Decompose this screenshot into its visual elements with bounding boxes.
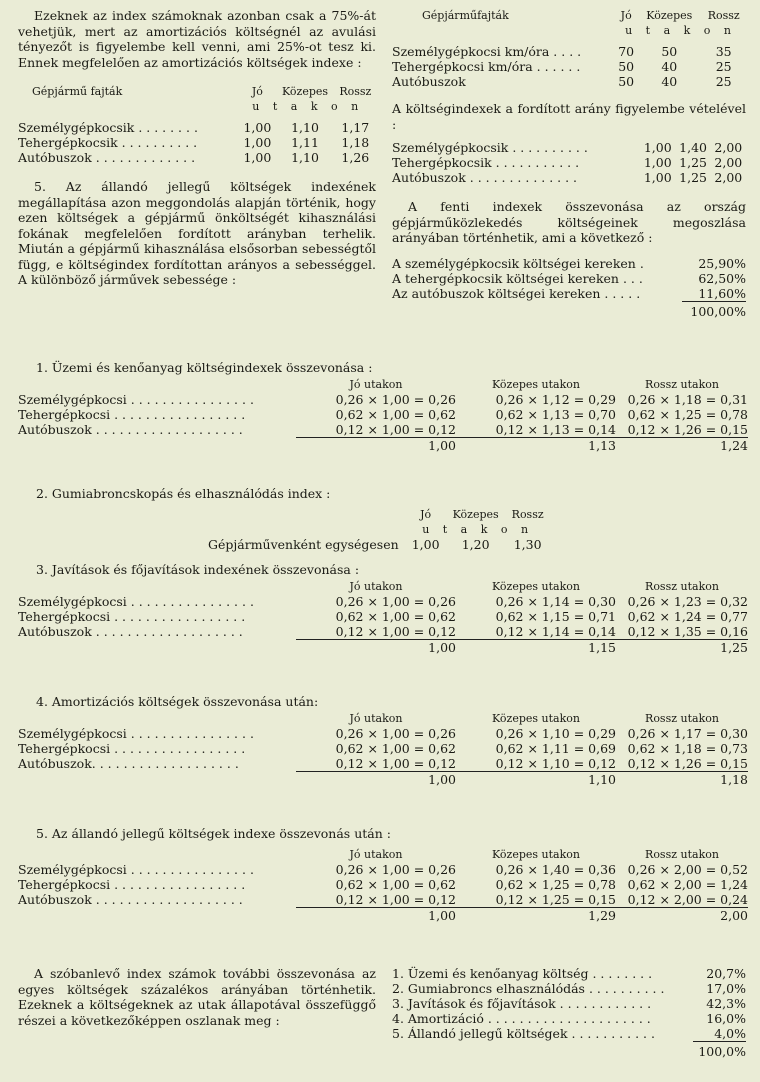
row-label: Autóbuszok. . . . . . . . . . . . . . . . . . .	[18, 756, 239, 772]
section-title: 2. Gumiabroncskopás és elhasználódás index :	[36, 486, 331, 501]
column-header: Közepes utakon	[492, 580, 580, 593]
column-header: Jó utakon	[349, 580, 403, 593]
table-row	[392, 286, 746, 302]
paragraph-fixed-costs: 5. Az állandó jellegű költségek indexének megállapítása azon meggondolás alapján történik, hogy ezen költségek a gépjármű önköltségét kihasználási fokának megfelelően fordított arányban terhelik. Miután a gépjármű kihasználása elsősorban sebességtől függ, e költségindex fordítottan arányos a sebességgel. A különböző járművek sebessége :	[18, 179, 376, 287]
column-header: Jó utakon	[349, 712, 403, 725]
cell: 1,11	[291, 135, 319, 150]
breakdown-total: 100,0%	[698, 1044, 746, 1059]
cost-index-table	[392, 140, 746, 185]
row-label: Személygépkocsi km/óra . . . .	[392, 44, 582, 59]
cell: 0,62 × 1,00 = 0,62	[335, 741, 456, 756]
section-title: 1. Üzemi és kenőanyag költségindexek összevonása :	[36, 360, 373, 375]
row-label: Tehergépkocsi . . . . . . . . . . . . . . . . .	[18, 609, 246, 624]
column-header: Rossz utakon	[645, 712, 719, 725]
table-row	[18, 609, 748, 624]
cell: 50	[618, 74, 635, 89]
section-title: 4. Amortizációs költségek összevonása után:	[36, 694, 319, 709]
cell: 1,00	[643, 155, 672, 170]
row-label: Személygépkocsik . . . . . . . .	[18, 120, 198, 135]
table-header: Közepes	[281, 85, 329, 98]
total-cell: 1,13	[456, 438, 616, 454]
row-label: Személygépkocsi . . . . . . . . . . . . . . . .	[18, 594, 254, 609]
table-subheader: u t a k o n	[625, 24, 737, 37]
row-label: Autóbuszok . . . . . . . . . . . . .	[18, 150, 196, 165]
cell: 1,00	[411, 537, 440, 552]
table-header: Jó	[420, 508, 432, 521]
cell: 1,00	[643, 170, 672, 185]
total-cell: 1,25	[616, 640, 748, 656]
row-label: Személygépkocsi . . . . . . . . . . . . . . . .	[18, 726, 254, 741]
row-label: Tehergépkocsik . . . . . . . . . . .	[392, 155, 580, 170]
cell: 0,62 × 1,18 = 0,73	[627, 741, 748, 756]
cell: 0,12 × 1,00 = 0,12	[335, 756, 456, 771]
row-label: Autóbuszok	[392, 74, 466, 89]
cell: 1,00	[243, 135, 272, 150]
table-row	[392, 44, 746, 59]
cell: 25,90%	[698, 255, 746, 271]
cell: 0,26 × 1,18 = 0,31	[627, 392, 748, 407]
cell: 0,12 × 1,14 = 0,14	[495, 624, 616, 639]
paragraph-inverse: A költségindexek a fordított arány figyelembe vételével :	[392, 101, 746, 132]
cell: 20,7%	[706, 966, 746, 981]
table-row	[18, 120, 376, 135]
column-header: Rossz utakon	[645, 580, 719, 593]
total-cell: 1,18	[616, 772, 748, 788]
cell: 0,12 × 1,26 = 0,15	[627, 756, 748, 771]
cell: 0,26 × 1,40 = 0,36	[495, 862, 616, 877]
row-label: 4. Amortizáció . . . . . . . . . . . . . . . . . . . . .	[392, 1011, 651, 1026]
section-title: 3. Javítások és főjavítások indexének összevonása :	[36, 562, 360, 577]
cell: 0,62 × 1,13 = 0,70	[495, 407, 616, 422]
cell: 0,26 × 1,12 = 0,29	[495, 392, 616, 407]
section-title: 5. Az állandó jellegű költségek indexe összevonás után :	[36, 826, 391, 841]
column-header: Jó utakon	[349, 848, 403, 861]
table-row	[18, 892, 748, 908]
cell: 17,0%	[706, 981, 746, 996]
cell: 1,40	[679, 140, 707, 155]
table-row	[18, 726, 748, 741]
cell: 0,62 × 1,25 = 0,78	[495, 877, 616, 892]
cell: 0,26 × 1,14 = 0,30	[495, 594, 616, 609]
cell: 50	[618, 59, 635, 74]
cell: 1,18	[341, 135, 370, 150]
cell: 1,00	[643, 140, 672, 155]
cell: 0,12 × 1,26 = 0,15	[627, 422, 748, 437]
amortization-index-table	[18, 84, 376, 165]
cell: 0,26 × 1,00 = 0,26	[335, 594, 456, 609]
table-row	[208, 537, 551, 552]
cell: 1,26	[341, 150, 370, 165]
row-label: Személygépkocsik . . . . . . . . . .	[392, 140, 588, 155]
total-cell: 1,00	[296, 772, 456, 788]
share-total: 100,00%	[690, 303, 746, 319]
table-header: Rossz	[707, 9, 740, 22]
cell: 0,12 × 1,00 = 0,12	[335, 892, 456, 907]
cell: 0,26 × 1,23 = 0,32	[627, 594, 748, 609]
table-row	[18, 150, 376, 165]
cell: 0,12 × 1,35 = 0,16	[627, 624, 748, 639]
cell: 0,26 × 1,00 = 0,26	[335, 392, 456, 407]
column-header: Közepes utakon	[492, 378, 580, 391]
tire-table	[208, 507, 551, 552]
table-row	[392, 996, 746, 1011]
row-label: Gépjárművenként egységesen	[208, 537, 399, 552]
cell: 0,12 × 1,25 = 0,15	[495, 892, 616, 907]
cell: 2,00	[714, 170, 743, 185]
total-cell: 1,29	[456, 908, 616, 924]
table-header: Gépjárműfajták	[422, 9, 509, 22]
total-cell: 1,24	[616, 438, 748, 454]
table-header: Közepes	[646, 9, 693, 22]
table-row	[18, 862, 748, 877]
paragraph-summary: A szóbanlevő index számok további összevonása az egyes költségek százalékos arányában történhetik. Ezeknek a költségeknek az utak állapotával összefüggő részei a következőképpen oszlanak meg :	[18, 966, 376, 1028]
row-label: Autóbuszok . . . . . . . . . . . . . . . . . . .	[18, 892, 243, 908]
cell: 1,25	[679, 155, 707, 170]
cell: 25	[715, 59, 732, 74]
cell: 1,20	[461, 537, 490, 552]
row-label: Tehergépkocsi km/óra . . . . . .	[392, 59, 581, 74]
table-row	[18, 594, 748, 609]
table-row	[18, 422, 748, 438]
section-table	[18, 847, 748, 923]
cell: 1,17	[341, 120, 370, 135]
row-label: Személygépkocsi . . . . . . . . . . . . . . . .	[18, 862, 254, 877]
row-label: Az autóbuszok költségei kereken . . . . .	[392, 285, 641, 301]
column-header: Jó utakon	[349, 378, 403, 391]
table-row	[392, 59, 746, 74]
total-cell: 1,15	[456, 640, 616, 656]
cell: 0,12 × 1,00 = 0,12	[335, 422, 456, 437]
cell: 0,62 × 1,00 = 0,62	[335, 877, 456, 892]
cell: 25	[715, 74, 732, 89]
cost-breakdown-table	[392, 966, 746, 1059]
right-column-bottom	[392, 966, 746, 1059]
table-subheader: u t a k o n	[422, 523, 534, 536]
table-row	[392, 981, 746, 996]
table-header: Rossz	[339, 85, 372, 98]
row-label: Tehergépkocsi . . . . . . . . . . . . . . . . .	[18, 741, 246, 756]
table-header: Rossz	[511, 508, 544, 521]
table-row	[18, 877, 748, 892]
table-row	[18, 624, 748, 640]
row-label: 2. Gumiabroncs elhasználódás . . . . . . . . . .	[392, 981, 665, 996]
total-cell: 1,00	[296, 908, 456, 924]
cell: 0,12 × 1,13 = 0,14	[495, 422, 616, 437]
cell: 11,60%	[682, 286, 746, 302]
table-row	[18, 135, 376, 150]
row-label: 3. Javítások és főjavítások . . . . . . . . . . . .	[392, 996, 652, 1011]
section-operating-costs	[18, 360, 748, 453]
cell: 0,62 × 1,15 = 0,71	[495, 609, 616, 624]
cell: 0,12 × 2,00 = 0,24	[627, 892, 748, 907]
paragraph-amortization: Ezeknek az index számoknak azonban csak a 75%-át vehetjük, mert az amortizációs költségnél az avulási tényezőt is figyelembe kell venni, ami 25%-ot tesz ki. Ennek megfelelően az amortizációs költségek indexe :	[18, 8, 376, 70]
row-label: 5. Állandó jellegű költségek . . . . . . . . . . .	[392, 1026, 655, 1042]
cell: 1,10	[291, 120, 319, 135]
table-row	[18, 407, 748, 422]
cell: 70	[618, 44, 635, 59]
speed-table	[392, 8, 746, 89]
row-label: Tehergépkocsi . . . . . . . . . . . . . . . . .	[18, 877, 246, 892]
column-header: Rossz utakon	[645, 848, 719, 861]
cell: 0,62 × 1,25 = 0,78	[627, 407, 748, 422]
cell: 0,26 × 1,00 = 0,26	[335, 862, 456, 877]
row-label: A személygépkocsik költségei kereken .	[392, 255, 644, 271]
table-row	[392, 966, 746, 981]
total-cell: 1,00	[296, 640, 456, 656]
column-header: Rossz utakon	[645, 378, 719, 391]
section-fixed-costs	[18, 826, 748, 923]
cell: 1,10	[291, 150, 319, 165]
table-subheader: u t a k o n	[252, 100, 364, 113]
cell: 0,62 × 2,00 = 1,24	[627, 877, 748, 892]
cell: 1,00	[243, 150, 272, 165]
table-header: Jó	[620, 9, 632, 22]
cell: 0,62 × 1,00 = 0,62	[335, 609, 456, 624]
row-label: Tehergépkocsik . . . . . . . . . .	[18, 135, 198, 150]
section-table	[18, 711, 748, 787]
table-row	[18, 392, 748, 407]
table-header: Gépjármű fajták	[32, 85, 123, 98]
row-label: Személygépkocsi . . . . . . . . . . . . . . . .	[18, 392, 254, 407]
section-table	[18, 377, 748, 453]
table-row	[392, 170, 746, 185]
cell: 0,26 × 1,17 = 0,30	[627, 726, 748, 741]
cell: 62,50%	[698, 270, 746, 286]
cell: 2,00	[714, 155, 743, 170]
table-row	[392, 140, 746, 155]
cell: 40	[661, 74, 678, 89]
table-row	[392, 74, 746, 89]
cell: 0,26 × 2,00 = 0,52	[627, 862, 748, 877]
cell: 0,12 × 1,10 = 0,12	[495, 756, 616, 771]
row-label: A tehergépkocsik költségei kereken . . .	[392, 270, 643, 286]
cell: 1,00	[243, 120, 272, 135]
cell: 4,0%	[693, 1026, 746, 1042]
left-column-top	[18, 8, 376, 288]
table-row	[18, 741, 748, 756]
table-row	[392, 256, 746, 271]
cell: 2,00	[714, 140, 743, 155]
section-amortization	[18, 694, 748, 787]
cell: 0,26 × 1,10 = 0,29	[495, 726, 616, 741]
row-label: Tehergépkocsi . . . . . . . . . . . . . . . . .	[18, 407, 246, 422]
left-column-bottom	[18, 966, 376, 1028]
table-row	[18, 756, 748, 772]
table-header: Jó	[251, 85, 263, 98]
table-row	[392, 155, 746, 170]
cell: 0,62 × 1,11 = 0,69	[495, 741, 616, 756]
table-row	[392, 1026, 746, 1042]
cell: 0,12 × 1,00 = 0,12	[335, 624, 456, 639]
total-cell: 1,00	[296, 438, 456, 454]
right-column-top	[392, 8, 746, 319]
row-label: Autóbuszok . . . . . . . . . . . . . .	[392, 170, 578, 185]
section-repairs	[18, 562, 748, 655]
cell: 50	[661, 44, 678, 59]
total-cell: 1,10	[456, 772, 616, 788]
cell: 1,25	[679, 170, 707, 185]
cell: 35	[715, 44, 732, 59]
section-tire-wear	[18, 486, 748, 552]
cell: 0,62 × 1,00 = 0,62	[335, 407, 456, 422]
cell: 0,26 × 1,00 = 0,26	[335, 726, 456, 741]
table-row	[392, 271, 746, 286]
cell: 40	[661, 59, 678, 74]
cell: 42,3%	[706, 996, 746, 1011]
total-cell: 2,00	[616, 908, 748, 924]
row-label: 1. Üzemi és kenőanyag költség . . . . . . . .	[392, 966, 653, 981]
row-label: Autóbuszok . . . . . . . . . . . . . . . . . . .	[18, 624, 243, 640]
row-label: Autóbuszok . . . . . . . . . . . . . . . . . . .	[18, 422, 243, 438]
cell: 1,30	[513, 537, 542, 552]
cell: 0,62 × 1,24 = 0,77	[627, 609, 748, 624]
table-header: Közepes	[452, 508, 499, 521]
table-row	[392, 1011, 746, 1026]
paragraph-merge: A fenti indexek összevonása az ország gépjárműközlekedés költségeinek megoszlása arányában történhetik, ami a következő :	[392, 199, 746, 245]
column-header: Közepes utakon	[492, 712, 580, 725]
section-table	[18, 579, 748, 655]
cost-share-table	[392, 256, 746, 319]
cell: 16,0%	[706, 1011, 746, 1026]
column-header: Közepes utakon	[492, 848, 580, 861]
